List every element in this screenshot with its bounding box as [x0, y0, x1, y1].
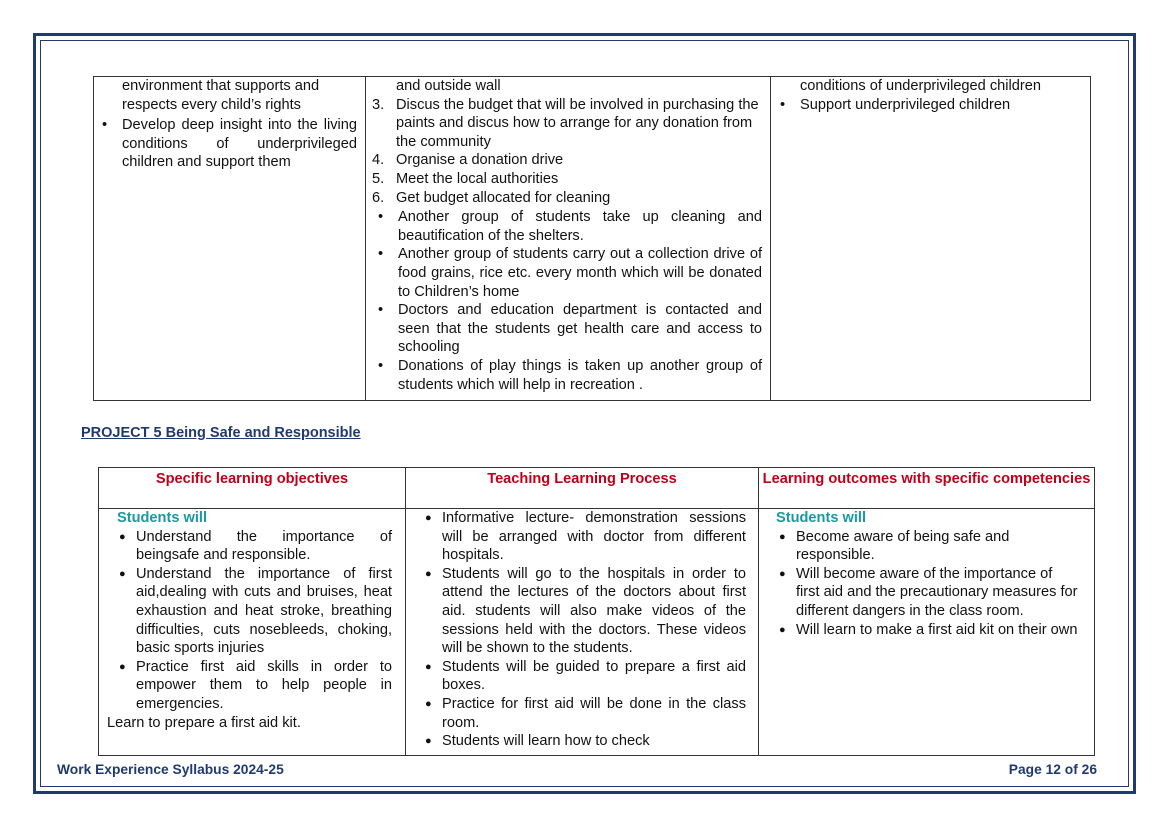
process-continued: and outside wall	[396, 78, 501, 94]
numbered-item	[372, 96, 762, 152]
item-text: Meet the local authorities	[396, 170, 559, 187]
numbered-item	[372, 189, 762, 208]
list-item: ● Informative lecture- demonstration sessions will be arranged with doctor from different hospitals.	[442, 509, 746, 565]
outcomes-cell	[771, 77, 1091, 401]
objectives-cell	[94, 77, 366, 401]
header-objectives: Specific learning objectives	[99, 468, 406, 509]
outcome-continued: conditions of underprivileged children	[800, 78, 1041, 94]
list-item: • Develop deep insight into the living conditions of underprivileged children and support them	[122, 116, 357, 172]
list-item: • Another group of students carry out a collection drive of food grains, rice etc. every month which will be donated to Children’s home	[398, 245, 762, 301]
objectives-cell	[99, 509, 406, 756]
table-row	[94, 77, 1091, 401]
list-item: ● Will learn to make a first aid kit on their own	[796, 621, 1078, 640]
process-cell	[406, 509, 759, 756]
item-text: Organise a donation drive	[396, 152, 564, 169]
list-item: • Doctors and education department is contacted and seen that the students get health care and access to schooling	[398, 301, 762, 357]
numbered-item	[372, 151, 762, 170]
item-number: 5.	[372, 170, 385, 187]
header-process: Teaching Learning Process	[406, 468, 759, 509]
item-number: 6.	[372, 189, 385, 206]
list-item: • Donations of play things is taken up another group of students which will help in recreation .	[398, 357, 762, 394]
item-text: Get budget allocated for cleaning	[396, 189, 611, 206]
list-item: ● Understand the importance of first aid,dealing with cuts and bruises, heat exhaustion and heat stroke, breathing difficulties, cuts nosebleeds, choking, basic sports injuries	[136, 565, 392, 658]
list-item: ● Students will go to the hospitals in order to attend the lectures of the doctors about first aid. students will also make videos of the sessions held with the doctors. These videos will be shown to the students.	[442, 565, 746, 658]
footer-title: Work Experience Syllabus 2024-25	[57, 762, 284, 777]
objective-tail: Learn to prepare a first aid kit.	[107, 714, 301, 731]
list-item: • Another group of students take up cleaning and beautification of the shelters.	[398, 208, 762, 245]
list-item: ● Will become aware of the importance of first aid and the precautionary measures for different dangers in the class room.	[796, 565, 1078, 621]
item-number: 3.	[372, 96, 385, 113]
list-item: ● Practice first aid skills in order to empower them to help people in emergencies.	[136, 658, 392, 714]
page-number: Page 12 of 26	[1008, 762, 1097, 777]
objective-continued: environment that supports and respects every child’s rights	[122, 78, 320, 113]
students-will-label: Students will	[776, 510, 866, 526]
project-table	[98, 467, 1095, 756]
list-item: ● Become aware of being safe and responsible.	[796, 528, 1078, 565]
item-text: Discus the budget that will be involved in purchasing the paints and discus how to arrange for any donation from the community	[396, 96, 759, 150]
outcomes-cell	[759, 509, 1095, 756]
numbered-item	[372, 170, 762, 189]
list-item: ● Students will be guided to prepare a first aid boxes.	[442, 658, 746, 695]
table-row	[99, 509, 1095, 756]
item-number: 4.	[372, 152, 385, 169]
header-row	[99, 468, 1095, 509]
list-item: ● Practice for first aid will be done in the class room.	[442, 695, 746, 732]
list-item: • Support underprivileged children	[800, 96, 1082, 115]
process-cell	[366, 77, 771, 401]
students-will-label: Students will	[117, 510, 207, 526]
project-title: PROJECT 5 Being Safe and Responsible	[81, 425, 361, 441]
header-outcomes: Learning outcomes with specific competencies	[759, 468, 1095, 509]
continuation-table	[93, 76, 1091, 401]
list-item: ● Students will learn how to check	[442, 732, 746, 751]
list-item: ● Understand the importance of beingsafe and responsible.	[136, 528, 392, 565]
